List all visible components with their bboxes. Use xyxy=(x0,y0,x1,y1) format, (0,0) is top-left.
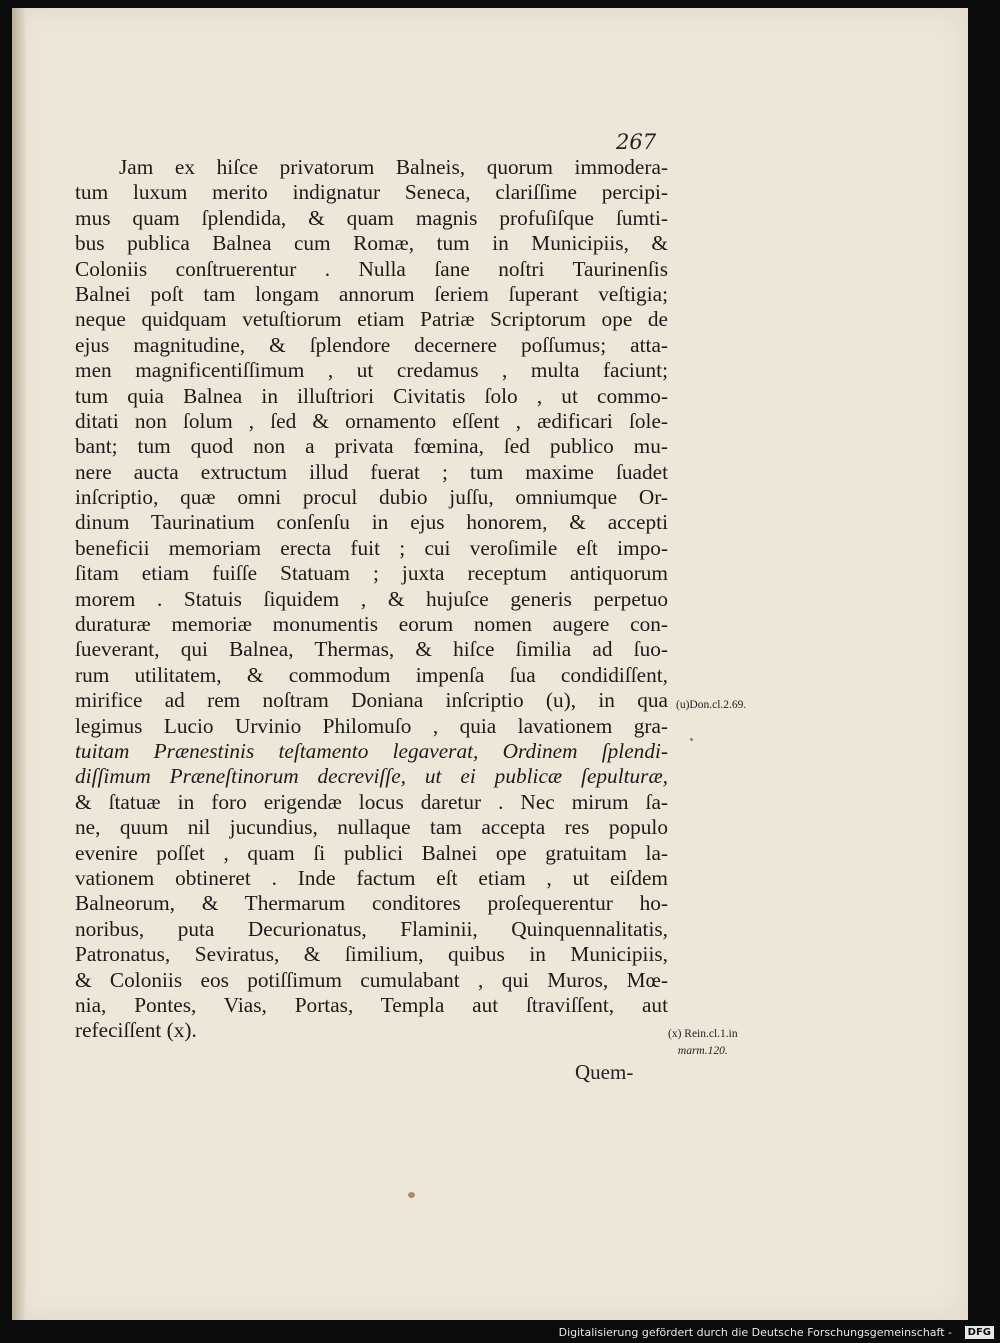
text-line: vationem obtineret . Inde factum eſt etiam , ut eiſdem xyxy=(75,865,668,890)
text-line: refeciſſent (x). xyxy=(75,1018,197,1043)
text-line: ditati non ſolum , ſed & ornamento eſſent , ædificari ſole- xyxy=(75,408,668,433)
text-line-italic: diſſimum Præneſtinorum decreviſſe, ut ei publicæ ſepulturæ, xyxy=(75,764,668,789)
text-line-italic: tuitam Prænestinis teſtamento legaverat, Ordinem ſplendi- xyxy=(75,738,668,763)
dfg-logo: DFG xyxy=(965,1326,994,1339)
marginal-note-u: (u)Don.cl.2.69. xyxy=(676,699,747,711)
text-line: Coloniis conſtruerentur . Nulla ſane noſtri Taurinenſis xyxy=(75,256,668,281)
marginal-note-x-line2: marm.120. xyxy=(677,1045,728,1057)
text-line: tum quia Balnea in illuſtriori Civitatis ſolo , ut commo- xyxy=(75,383,668,408)
text-line: mirifice ad rem noſtram Doniana inſcriptio (u), in qua xyxy=(75,688,668,713)
text-line: nere aucta extructum illud fuerat ; tum maxime ſuadet xyxy=(75,459,668,484)
text-line: Jam ex hiſce privatorum Balneis, quorum immodera- xyxy=(119,155,668,179)
text-line: neque quidquam vetuſtiorum etiam Patriæ Scriptorum ope de xyxy=(75,307,668,332)
ink-spot xyxy=(690,738,693,741)
text-line: ne, quum nil jucundius, nullaque tam accepta res populo xyxy=(75,815,668,840)
text-line: noribus, puta Decurionatus, Flaminii, Quinquennalitatis, xyxy=(75,916,668,941)
text-line: dinum Taurinatium conſenſu in ejus honorem, & accepti xyxy=(75,510,668,535)
text-line: beneficii memoriam erecta fuit ; cui veroſimile eſt impo- xyxy=(75,535,668,560)
text-line: ſitam etiam fuiſſe Statuam ; juxta receptum antiquorum xyxy=(75,561,668,586)
page-number: 267 xyxy=(616,130,657,154)
marginal-note-x-line1: (x) Rein.cl.1.in xyxy=(668,1028,738,1040)
text-line: Balnei poſt tam longam annorum ſeriem ſuperant veſtigia; xyxy=(75,281,668,306)
text-line: bant; tum quod non a privata fœmina, ſed publico mu- xyxy=(75,434,668,459)
text-line: inſcriptio, quæ omni procul dubio juſſu, omniumque Or- xyxy=(75,485,668,510)
text-line: ejus magnitudine, & ſplendore decernere poſſumus; atta- xyxy=(75,332,668,357)
text-line: Balneorum, & Thermarum conditores proſequerentur ho- xyxy=(75,891,668,916)
funding-credit: Digitalisierung gefördert durch die Deutsche Forschungsgemeinschaft - xyxy=(558,1326,952,1339)
body-text xyxy=(75,155,668,1044)
text-line: duraturæ memoriæ monumentis eorum nomen augere con- xyxy=(75,612,668,637)
text-line: tum luxum merito indignatur Seneca, clariſſime percipi- xyxy=(75,180,668,205)
text-line: morem . Statuis ſiquidem , & hujuſce generis perpetuo xyxy=(75,586,668,611)
text-line: mus quam ſplendida, & quam magnis profuſiſque ſumti- xyxy=(75,205,668,230)
text-line: ſueverant, qui Balnea, Thermas, & hiſce ſimilia ad ſuo- xyxy=(75,637,668,662)
text-line: rum utilitatem, & commodum impenſa ſua condidiſſent, xyxy=(75,662,668,687)
marginal-note-x xyxy=(668,1026,738,1060)
text-line: nia, Pontes, Vias, Portas, Templa aut ſtraviſſent, aut xyxy=(75,992,668,1017)
text-line: & ſtatuæ in foro erigendæ locus daretur . Nec mirum ſa- xyxy=(75,789,668,814)
text-line: legimus Lucio Urvinio Philomuſo , quia lavationem gra- xyxy=(75,713,668,738)
catchword: Quem- xyxy=(575,1060,634,1084)
footer-bar xyxy=(0,1320,1000,1343)
book-page xyxy=(12,8,968,1320)
text-line: evenire poſſet , quam ſi publici Balnei ope gratuitam la- xyxy=(75,840,668,865)
ink-spot xyxy=(408,1192,415,1198)
text-line: & Coloniis eos potiſſimum cumulabant , qui Muros, Mœ- xyxy=(75,967,668,992)
page-spine-shadow xyxy=(12,8,26,1320)
text-line: men magnificentiſſimum , ut credamus , multa faciunt; xyxy=(75,358,668,383)
text-line: Patronatus, Seviratus, & ſimilium, quibus in Municipiis, xyxy=(75,942,668,967)
text-line: bus publica Balnea cum Romæ, tum in Municipiis, & xyxy=(75,231,668,256)
